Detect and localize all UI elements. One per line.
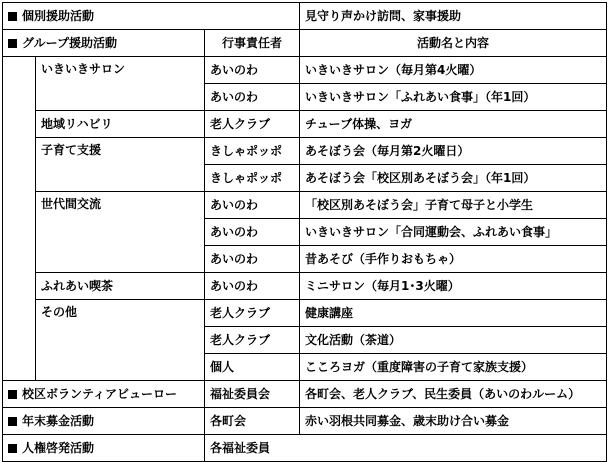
subcategory-cell: その他: [36, 300, 205, 381]
table-row-jinken: [3, 435, 607, 462]
person-cell: あいのわ: [205, 273, 300, 300]
category-cell: [3, 435, 205, 462]
table-row: [3, 57, 607, 84]
category-cell: [3, 3, 300, 30]
person-cell: きしゃポッポ: [205, 165, 300, 192]
category-label: 人権啓発活動: [22, 441, 95, 455]
indent-column: [3, 57, 36, 381]
content-cell: 昔あそび（手作りおもちゃ）: [300, 246, 607, 273]
table-row: [3, 273, 607, 300]
person-cell: あいのわ: [205, 192, 300, 219]
content-cell: あそぼう会（毎月第2火曜日）: [300, 138, 607, 165]
table-row: [3, 192, 607, 219]
content-cell: こころヨガ（重度障害の子育て家族支援）: [300, 354, 607, 381]
table-row: [3, 138, 607, 165]
table-row-nenmatsu: [3, 408, 607, 435]
subcategory-cell: 子育て支援: [36, 138, 205, 192]
content-cell: 見守り声かけ訪問、家事援助: [300, 3, 607, 30]
black-square-icon: [8, 39, 17, 48]
table-row-kobetsu: [3, 3, 607, 30]
table-row-volunteer: [3, 381, 607, 408]
subcategory-cell: いきいきサロン: [36, 57, 205, 111]
content-cell: 「校区別あそぼう会」子育て母子と小学生: [300, 192, 607, 219]
content-cell: ミニサロン（毎月1･3火曜）: [300, 273, 607, 300]
black-square-icon: [8, 444, 17, 453]
person-cell: 各町会: [205, 408, 300, 435]
person-cell: あいのわ: [205, 246, 300, 273]
category-cell: [3, 408, 205, 435]
content-cell: いきいきサロン「ふれあい食事」（年1回）: [300, 84, 607, 111]
black-square-icon: [8, 12, 17, 21]
person-cell: あいのわ: [205, 84, 300, 111]
person-cell: あいのわ: [205, 57, 300, 84]
person-cell: 老人クラブ: [205, 300, 300, 327]
person-cell: 個人: [205, 354, 300, 381]
person-cell: あいのわ: [205, 219, 300, 246]
category-label: グループ援助活動: [22, 36, 118, 50]
table-row: [3, 111, 607, 138]
content-cell: 文化活動（茶道）: [300, 327, 607, 354]
content-cell: 各町会、老人クラブ、民生委員（あいのわルーム）: [300, 381, 607, 408]
category-label: 年末募金活動: [22, 414, 95, 428]
category-label: 個別援助活動: [22, 9, 95, 23]
content-cell: 健康講座: [300, 300, 607, 327]
table-row-group-header: [3, 30, 607, 57]
black-square-icon: [8, 417, 17, 426]
person-cell: 老人クラブ: [205, 327, 300, 354]
category-cell: [3, 381, 205, 408]
content-cell: いきいきサロン「合同運動会、ふれあい食事」: [300, 219, 607, 246]
person-cell: 各福祉委員: [205, 435, 607, 462]
person-header: 行事責任者: [205, 30, 300, 57]
category-label: 校区ボランティアビューロー: [22, 387, 178, 401]
content-cell: あそぼう会「校区別あそぼう会」（年1回）: [300, 165, 607, 192]
content-header: 活動名と内容: [300, 30, 607, 57]
subcategory-cell: ふれあい喫茶: [36, 273, 205, 300]
person-cell: 福祉委員会: [205, 381, 300, 408]
content-cell: チューブ体操、ヨガ: [300, 111, 607, 138]
content-cell: 赤い羽根共同募金、歳末助け合い募金: [300, 408, 607, 435]
person-cell: きしゃポッポ: [205, 138, 300, 165]
activity-table: [2, 2, 607, 462]
black-square-icon: [8, 390, 17, 399]
table-row: [3, 300, 607, 327]
person-cell: 老人クラブ: [205, 111, 300, 138]
category-cell: [3, 30, 205, 57]
subcategory-cell: 世代間交流: [36, 192, 205, 273]
subcategory-cell: 地域リハビリ: [36, 111, 205, 138]
content-cell: いきいきサロン（毎月第4火曜）: [300, 57, 607, 84]
